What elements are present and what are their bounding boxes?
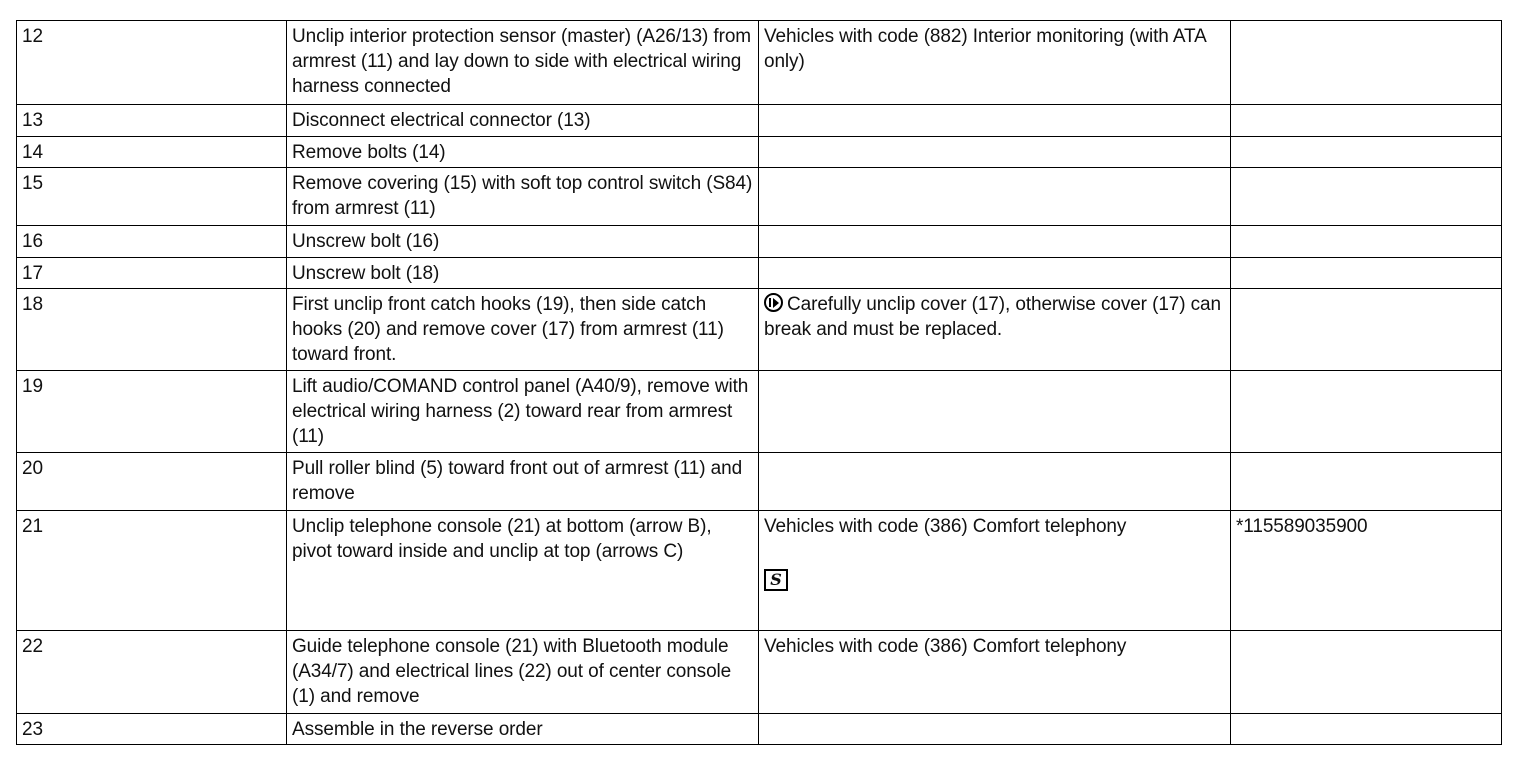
step-reference [1231, 631, 1502, 714]
step-note [759, 137, 1231, 168]
table-row [17, 631, 1502, 714]
step-note [759, 453, 1231, 511]
step-number: 15 [17, 168, 287, 226]
step-reference [1231, 371, 1502, 453]
table-row [17, 105, 1502, 137]
step-description: Unclip interior protection sensor (master) (A26/13) from armrest (11) and lay down to side with electrical wiring harness connected [287, 21, 759, 105]
step-description: Unscrew bolt (18) [287, 258, 759, 289]
step-number: 18 [17, 289, 287, 371]
step-note-cell [759, 511, 1231, 631]
step-note: Vehicles with code (386) Comfort telephony [759, 631, 1231, 714]
step-number: 23 [17, 714, 287, 745]
step-reference [1231, 137, 1502, 168]
step-reference [1231, 714, 1502, 745]
table-row [17, 168, 1502, 226]
step-description: Assemble in the reverse order [287, 714, 759, 745]
step-note [759, 371, 1231, 453]
step-note [759, 226, 1231, 258]
step-note [759, 105, 1231, 137]
table-row [17, 137, 1502, 168]
step-reference [1231, 258, 1502, 289]
step-description: Remove bolts (14) [287, 137, 759, 168]
step-number: 21 [17, 511, 287, 631]
table-row [17, 21, 1502, 105]
step-reference [1231, 168, 1502, 226]
step-note [759, 168, 1231, 226]
step-reference [1231, 289, 1502, 371]
step-number: 19 [17, 371, 287, 453]
table-row [17, 714, 1502, 745]
special-tool-icon: S [764, 569, 788, 591]
step-number: 17 [17, 258, 287, 289]
step-description: Unscrew bolt (16) [287, 226, 759, 258]
table-row [17, 511, 1502, 631]
step-note-cell [759, 289, 1231, 371]
step-description: Disconnect electrical connector (13) [287, 105, 759, 137]
step-description: Unclip telephone console (21) at bottom (arrow B), pivot toward inside and unclip at top (arrows C) [287, 511, 759, 631]
table-row [17, 453, 1502, 511]
note-arrow-icon [764, 293, 783, 312]
table-row [17, 371, 1502, 453]
procedure-table [16, 20, 1502, 745]
step-number: 20 [17, 453, 287, 511]
step-number: 22 [17, 631, 287, 714]
step-note: Vehicles with code (386) Comfort telephony [764, 516, 1127, 537]
step-number: 12 [17, 21, 287, 105]
step-description: Guide telephone console (21) with Bluetooth module (A34/7) and electrical lines (22) out of center console (1) and remove [287, 631, 759, 714]
table-row [17, 226, 1502, 258]
step-note: Vehicles with code (882) Interior monitoring (with ATA only) [759, 21, 1231, 105]
step-number: 16 [17, 226, 287, 258]
step-description: First unclip front catch hooks (19), then side catch hooks (20) and remove cover (17) from armrest (11) toward front. [287, 289, 759, 371]
step-description: Pull roller blind (5) toward front out of armrest (11) and remove [287, 453, 759, 511]
step-reference [1231, 453, 1502, 511]
step-description: Lift audio/COMAND control panel (A40/9), remove with electrical wiring harness (2) toward rear from armrest (11) [287, 371, 759, 453]
table-row [17, 289, 1502, 371]
step-note [759, 258, 1231, 289]
step-number: 14 [17, 137, 287, 168]
step-reference [1231, 105, 1502, 137]
step-reference [1231, 21, 1502, 105]
step-reference: *115589035900 [1231, 511, 1502, 631]
step-number: 13 [17, 105, 287, 137]
step-reference [1231, 226, 1502, 258]
step-description: Remove covering (15) with soft top control switch (S84) from armrest (11) [287, 168, 759, 226]
step-note [759, 714, 1231, 745]
step-note: Carefully unclip cover (17), otherwise cover (17) can break and must be replaced. [764, 294, 1221, 340]
table-row [17, 258, 1502, 289]
